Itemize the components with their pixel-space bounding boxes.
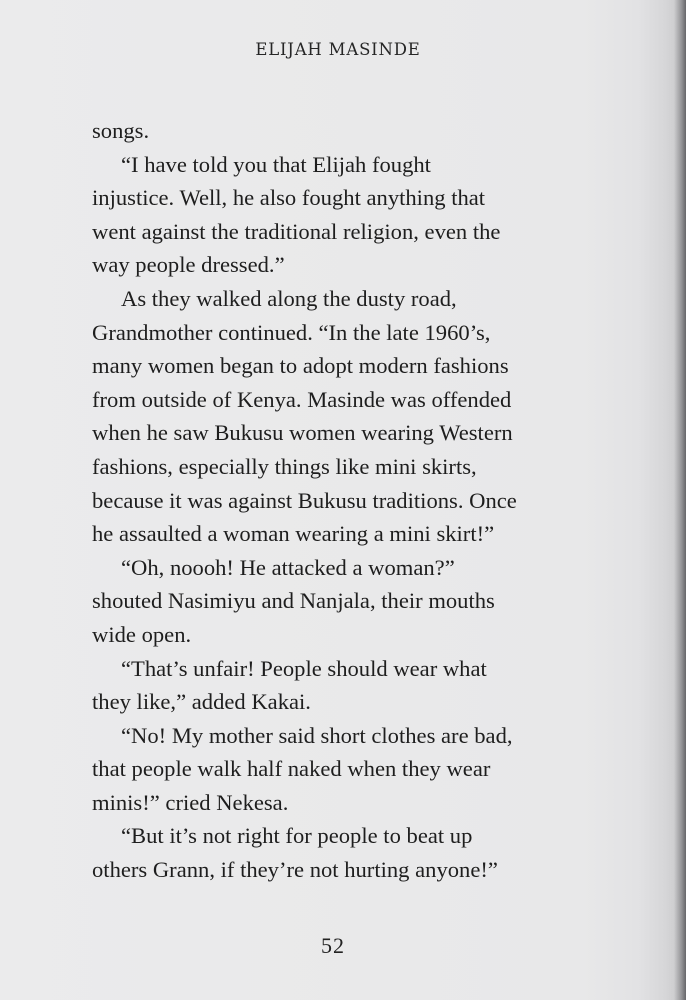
text-line: minis!” cried Nekesa. xyxy=(92,789,289,815)
text-line: that people walk half naked when they wear xyxy=(92,756,491,782)
text-line: As they walked along the dusty road, xyxy=(121,285,457,311)
text-line: many women began to adopt modern fashions xyxy=(92,353,509,379)
text-line: “But it’s not right for people to beat up xyxy=(121,823,473,849)
text-line: “I have told you that Elijah fought xyxy=(121,151,431,177)
text-line: “Oh, noooh! He attacked a woman?” xyxy=(121,554,455,580)
text-line: shouted Nasimiyu and Nanjala, their mouths xyxy=(92,588,495,614)
text-line: “That’s unfair! People should wear what xyxy=(121,655,487,681)
text-line: Grandmother continued. “In the late 1960’s, xyxy=(92,319,491,345)
text-line: others Grann, if they’re not hurting anyone!” xyxy=(92,857,498,883)
text-line: when he saw Bukusu women wearing Western xyxy=(92,420,513,446)
text-line: fashions, especially things like mini skirts, xyxy=(92,453,477,479)
body-text xyxy=(92,114,582,887)
text-line: went against the traditional religion, even the xyxy=(92,218,501,244)
text-line: way people dressed.” xyxy=(92,252,285,278)
text-line: they like,” added Kakai. xyxy=(92,689,311,715)
page-spine-shadow xyxy=(674,0,686,1000)
text-line: he assaulted a woman wearing a mini skirt!” xyxy=(92,521,495,547)
text-line: “No! My mother said short clothes are bad, xyxy=(121,722,513,748)
running-head: ELIJAH MASINDE xyxy=(255,40,421,59)
text-line: from outside of Kenya. Masinde was offended xyxy=(92,386,512,412)
text-line: because it was against Bukusu traditions. Once xyxy=(92,487,517,513)
page-number: 52 xyxy=(321,933,345,958)
text-line: wide open. xyxy=(92,621,192,647)
text-line: injustice. Well, he also fought anything that xyxy=(92,185,486,211)
text-line: songs. xyxy=(92,118,150,143)
